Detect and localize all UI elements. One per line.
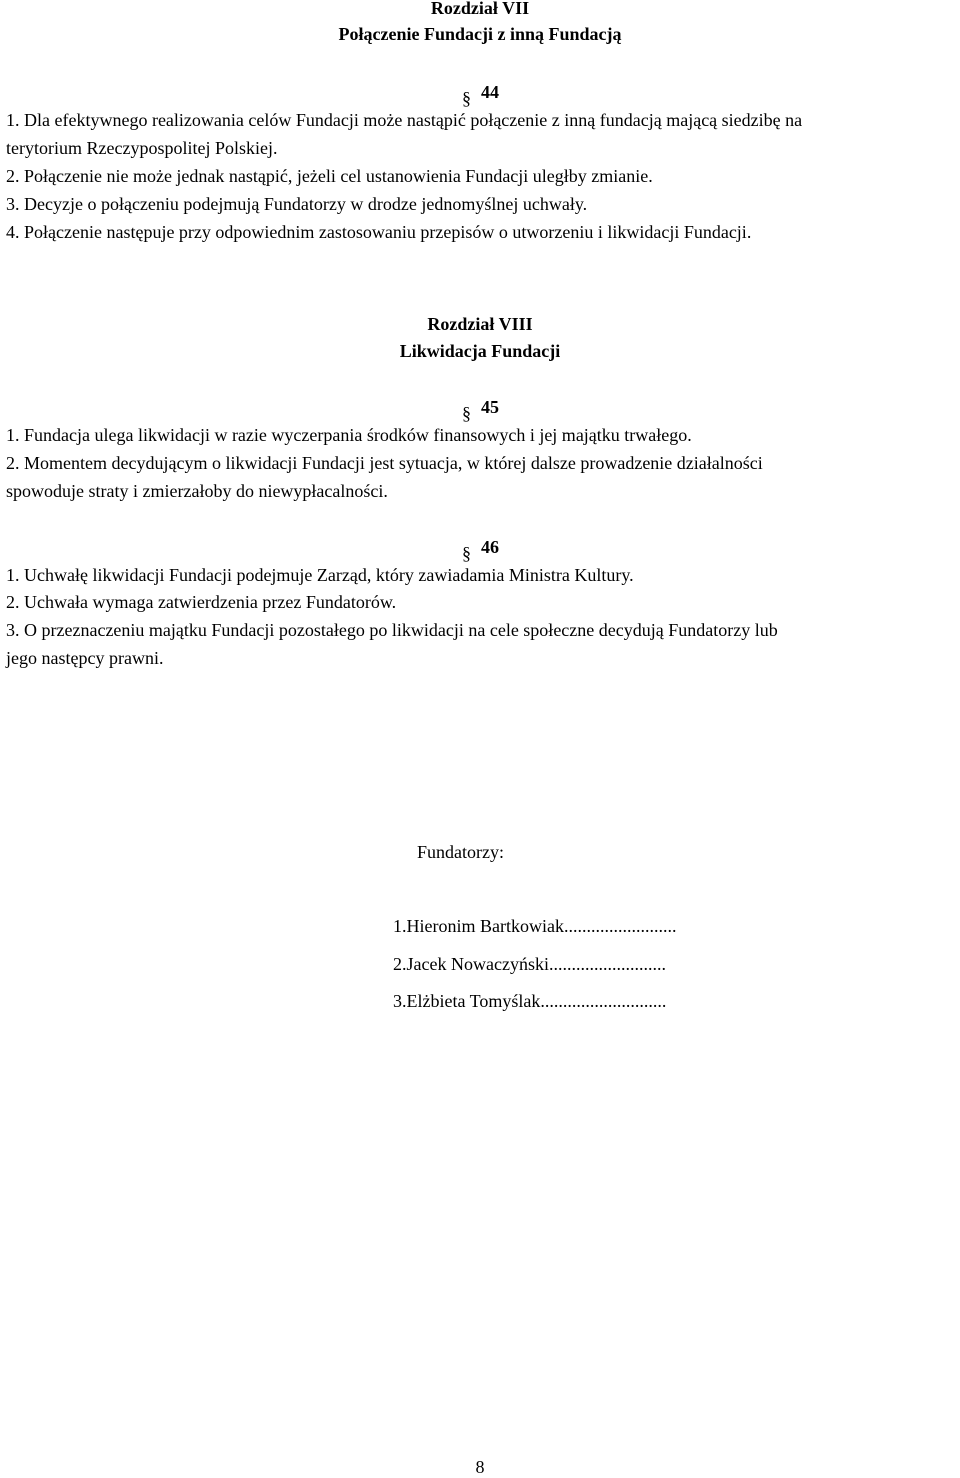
paragraph-44-3: 3. Decyzje o połączeniu podejmują Fundatorzy w drodze jednomyślnej uchwały. [6, 194, 588, 214]
section-sign: § [462, 543, 471, 563]
section-number: 45 [481, 397, 499, 417]
paragraph-45-2-cont: spowoduje straty i zmierzałoby do niewypłacalności. [6, 481, 388, 501]
founder-3: 3.Elżbieta Tomyślak............................ [393, 991, 667, 1011]
paragraph-46-3: 3. O przeznaczeniu majątku Fundacji pozostałego po likwidacji na cele społeczne decydują Fundatorzy lub [6, 620, 778, 640]
paragraph-46-1: 1. Uchwałę likwidacji Fundacji podejmuje Zarząd, który zawiadamia Ministra Kultury. [6, 565, 634, 585]
paragraph-44-4: 4. Połączenie następuje przy odpowiednim zastosowaniu przepisów o utworzeniu i likwidacji Fundacji. [6, 222, 752, 242]
paragraph-44-1-cont: terytorium Rzeczypospolitej Polskiej. [6, 138, 278, 158]
paragraph-46-2: 2. Uchwała wymaga zatwierdzenia przez Fundatorów. [6, 592, 397, 612]
chapter-7-title: Rozdział VII [430, 0, 530, 18]
chapter-8-subtitle: Likwidacja Fundacji [399, 341, 561, 361]
section-number: 44 [481, 82, 499, 102]
paragraph-46-3-cont: jego następcy prawni. [6, 648, 164, 668]
section-45-heading [462, 397, 499, 423]
founder-2: 2.Jacek Nowaczyński.......................... [393, 954, 666, 974]
section-44-heading [462, 82, 499, 108]
founders-label: Fundatorzy: [417, 842, 504, 862]
paragraph-45-2: 2. Momentem decydującym o likwidacji Fundacji jest sytuacja, w której dalsze prowadzenie działalności [6, 453, 763, 473]
section-sign: § [462, 88, 471, 108]
section-sign: § [462, 403, 471, 423]
paragraph-45-1: 1. Fundacja ulega likwidacji w razie wyczerpania środków finansowych i jej majątku trwałego. [6, 425, 692, 445]
chapter-7-subtitle: Połączenie Fundacji z inną Fundacją [338, 24, 622, 44]
section-46-heading [462, 537, 499, 563]
chapter-8-title: Rozdział VIII [427, 314, 533, 334]
paragraph-44-1: 1. Dla efektywnego realizowania celów Fundacji może nastąpić połączenie z inną fundacją mającą siedzibę na [6, 110, 803, 130]
founder-1: 1.Hieronim Bartkowiak......................... [393, 916, 677, 936]
paragraph-44-2: 2. Połączenie nie może jednak nastąpić, jeżeli cel ustanowienia Fundacji uległby zmianie. [6, 166, 653, 186]
section-number: 46 [481, 537, 499, 557]
page-number: 8 [475, 1457, 485, 1477]
